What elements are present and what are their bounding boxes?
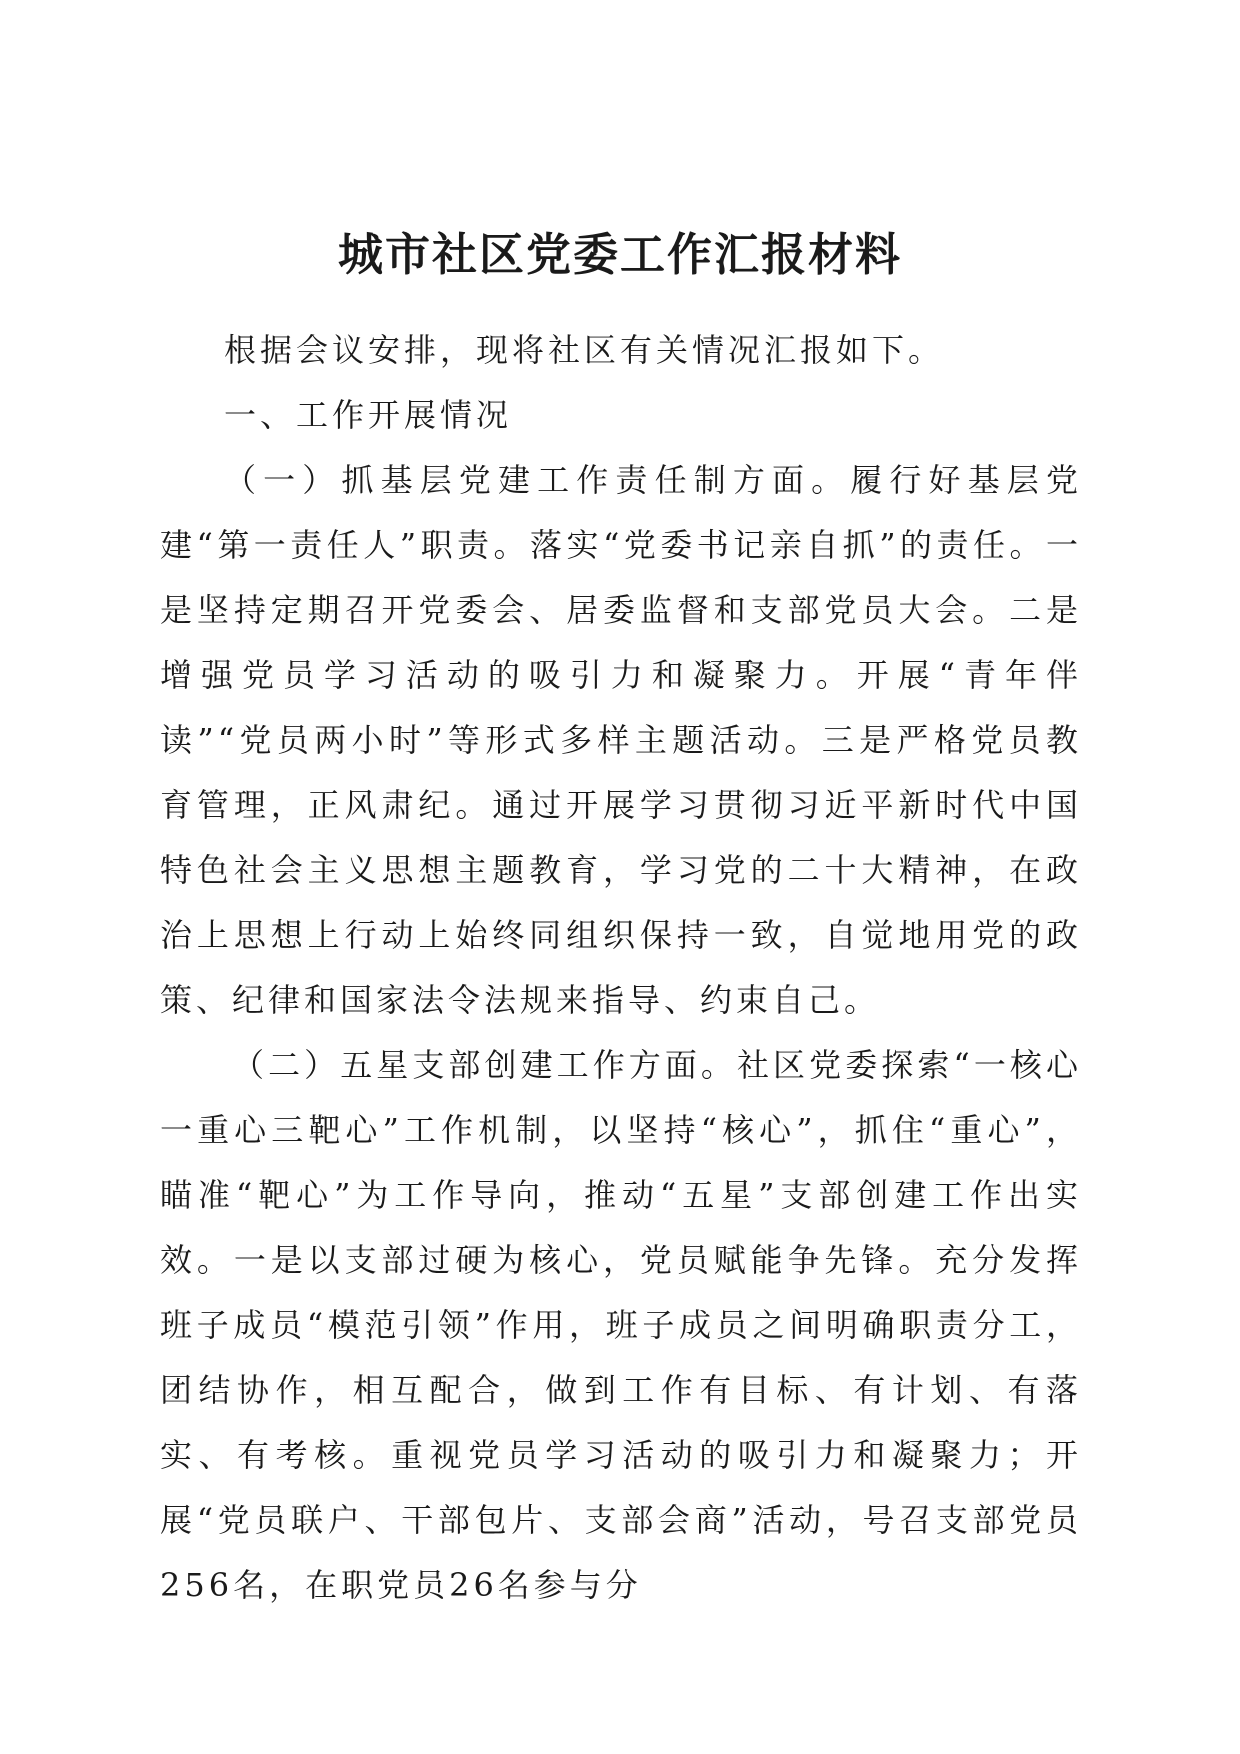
subsection-2-paragraph: （二）五星支部创建工作方面。社区党委探索“一核心一重心三靶心”工作机制，以坚持“核心”，抓住“重心”，瞄准“靶心”为工作导向，推动“五星”支部创建工作出实效。一是以支部过硬为核心，党员赋能争先锋。充分发挥班子成员“模范引领”作用，班子成员之间明确职责分工，团结协作，相互配合，做到工作有目标、有计划、有落实、有考核。重视党员学习活动的吸引力和凝聚力；开展“党员联户、干部包片、支部会商”活动，号召支部党员256名，在职党员26名参与分: [160, 1046, 1082, 1604]
section-heading: 一、工作开展情况: [224, 396, 513, 434]
document-body: [160, 318, 1082, 1618]
document-title: 城市社区党委工作汇报材料: [337, 228, 902, 281]
intro-paragraph: 根据会议安排，现将社区有关情况汇报如下。: [224, 331, 945, 369]
subsection-1-paragraph: （一）抓基层党建工作责任制方面。履行好基层党建“第一责任人”职责。落实“党委书记亲自抓”的责任。一是坚持定期召开党委会、居委监督和支部党员大会。二是增强党员学习活动的吸引力和凝聚力。开展“青年伴读”“党员两小时”等形式多样主题活动。三是严格党员教育管理，正风肃纪。通过开展学习贯彻习近平新时代中国特色社会主义思想主题教育，学习党的二十大精神，在政治上思想上行动上始终同组织保持一致，自觉地用党的政策、纪律和国家法令法规来指导、约束自己。: [160, 461, 1082, 1019]
